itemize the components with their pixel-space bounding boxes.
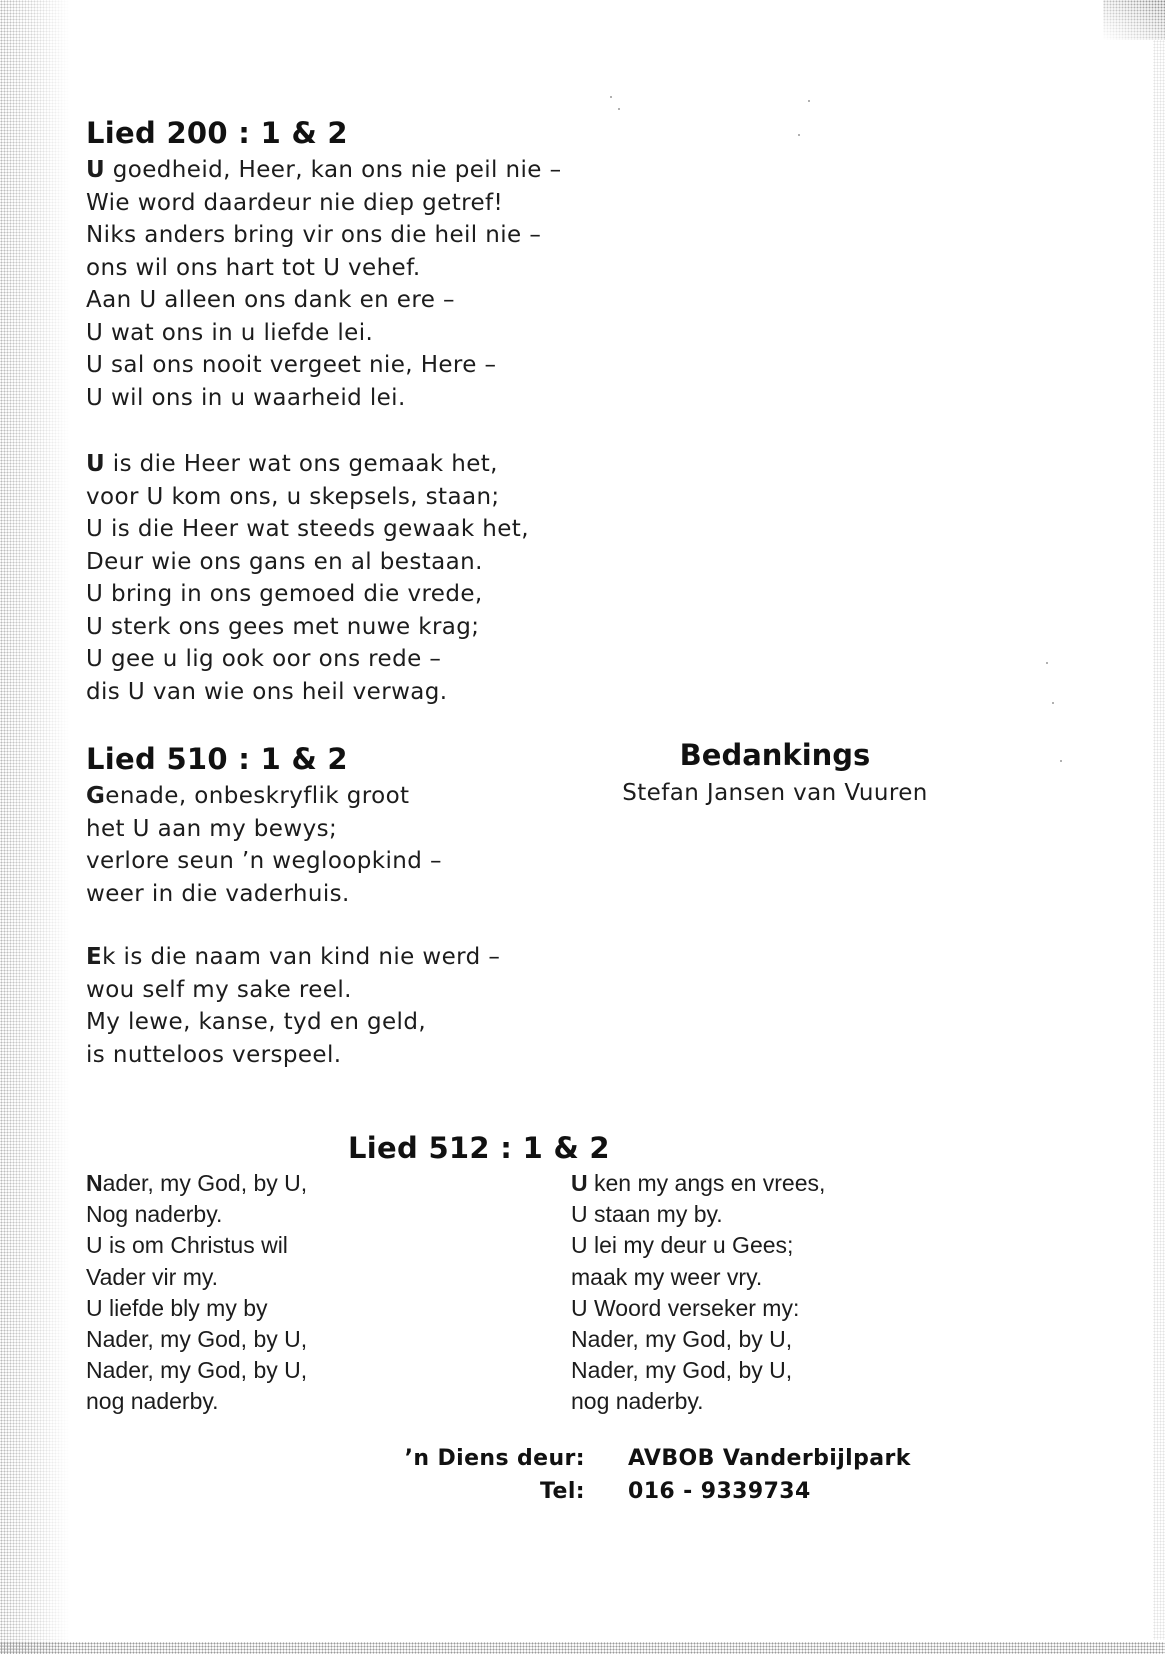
hymn-stanza: [571, 1168, 825, 1418]
hymn-line: U lei my deur u Gees;: [571, 1232, 794, 1259]
hymn-line: U Woord verseker my:: [571, 1294, 800, 1321]
hymn-line: Nader, my God, by U,: [86, 1325, 308, 1352]
hymn-line: U ken my angs en vrees,: [571, 1170, 826, 1196]
hymn-line: U is die Heer wat steeds gewaak het,: [86, 516, 529, 542]
hymn-line: Nog naderby.: [86, 1201, 223, 1228]
hymn-title: Lied 512 : 1 & 2: [348, 1131, 610, 1165]
scan-speck: [618, 108, 620, 110]
hymn-title: Lied 200 : 1 & 2: [86, 116, 348, 150]
hymn-line: U liefde bly my by: [86, 1294, 268, 1321]
hymn-line: Niks anders bring vir ons die heil nie –: [86, 222, 542, 248]
hymn-line: Nader, my God, by U,: [571, 1357, 793, 1384]
footer-service-label: ’n Diens deur:: [404, 1446, 585, 1471]
hymn-line: U bring in ons gemoed die vrede,: [86, 581, 483, 607]
footer-tel-value: 016 - 9339734: [628, 1479, 811, 1504]
scan-speck: [610, 96, 612, 98]
hymn-line: U is die Heer wat ons gemaak het,: [86, 451, 498, 477]
scan-speck: [1046, 662, 1048, 664]
hymn-line: wou self my sake reel.: [86, 976, 352, 1003]
hymn-line: het U aan my bewys;: [86, 815, 338, 842]
footer-service-value: AVBOB Vanderbijlpark: [628, 1446, 911, 1471]
scan-edge-bottom: [0, 1642, 1165, 1654]
hymn-line: Deur wie ons gans en al bestaan.: [86, 548, 483, 575]
thanks-name: Stefan Jansen van Vuuren: [622, 780, 928, 806]
hymn-line: Wie word daardeur nie diep getref!: [86, 189, 504, 216]
hymn-line: U gee u lig ook oor ons rede –: [86, 646, 442, 672]
hymn-line: nog naderby.: [571, 1388, 704, 1415]
hymn-stanza: [86, 154, 561, 414]
hymn-line: Nader, my God, by U,: [86, 1170, 308, 1196]
hymn-line: nog naderby.: [86, 1388, 219, 1415]
scan-corner-top-right: [1103, 0, 1165, 40]
scan-speck: [808, 100, 810, 102]
hymn-stanza: [86, 1168, 307, 1418]
hymn-line: Ek is die naam van kind nie werd –: [86, 944, 501, 970]
hymn-line: Vader vir my.: [86, 1263, 219, 1290]
hymn-line: ons wil ons hart tot U vehef.: [86, 254, 421, 281]
hymn-line: dis U van wie ons heil verwag.: [86, 678, 448, 705]
scan-speck: [798, 134, 800, 136]
hymn-line: U wil ons in u waarheid lei.: [86, 384, 406, 411]
hymn-line: U sal ons nooit vergeet nie, Here –: [86, 352, 497, 378]
hymn-stanza: [86, 780, 442, 910]
hymn-line: Nader, my God, by U,: [571, 1325, 793, 1352]
hymn-title: Lied 510 : 1 & 2: [86, 742, 348, 776]
hymn-line: maak my weer vry.: [571, 1263, 763, 1290]
scan-edge-right: [1153, 40, 1165, 1640]
hymn-stanza: [86, 941, 500, 1071]
hymn-line: Genade, onbeskryflik groot: [86, 783, 410, 809]
hymn-line: Aan U alleen ons dank en ere –: [86, 287, 455, 313]
hymn-line: My lewe, kanse, tyd en geld,: [86, 1009, 427, 1035]
hymn-line: weer in die vaderhuis.: [86, 880, 350, 907]
hymn-line: verlore seun ’n wegloopkind –: [86, 848, 442, 874]
hymn-line: U staan my by.: [571, 1201, 723, 1228]
footer-tel-label: Tel:: [540, 1479, 585, 1504]
hymn-line: U is om Christus wil: [86, 1232, 288, 1259]
hymn-line: U wat ons in u liefde lei.: [86, 319, 374, 346]
scan-speck: [1060, 760, 1062, 762]
hymn-line: voor U kom ons, u skepsels, staan;: [86, 483, 500, 510]
hymn-line: U goedheid, Heer, kan ons nie peil nie –: [86, 157, 562, 183]
hymn-line: U sterk ons gees met nuwe krag;: [86, 613, 480, 640]
scan-speck: [1052, 702, 1054, 704]
thanks-title: Bedankings: [679, 738, 871, 772]
hymn-line: is nutteloos verspeel.: [86, 1041, 342, 1068]
scan-edge-left: [0, 0, 70, 1654]
hymn-stanza: [86, 448, 529, 708]
hymn-line: Nader, my God, by U,: [86, 1357, 308, 1384]
